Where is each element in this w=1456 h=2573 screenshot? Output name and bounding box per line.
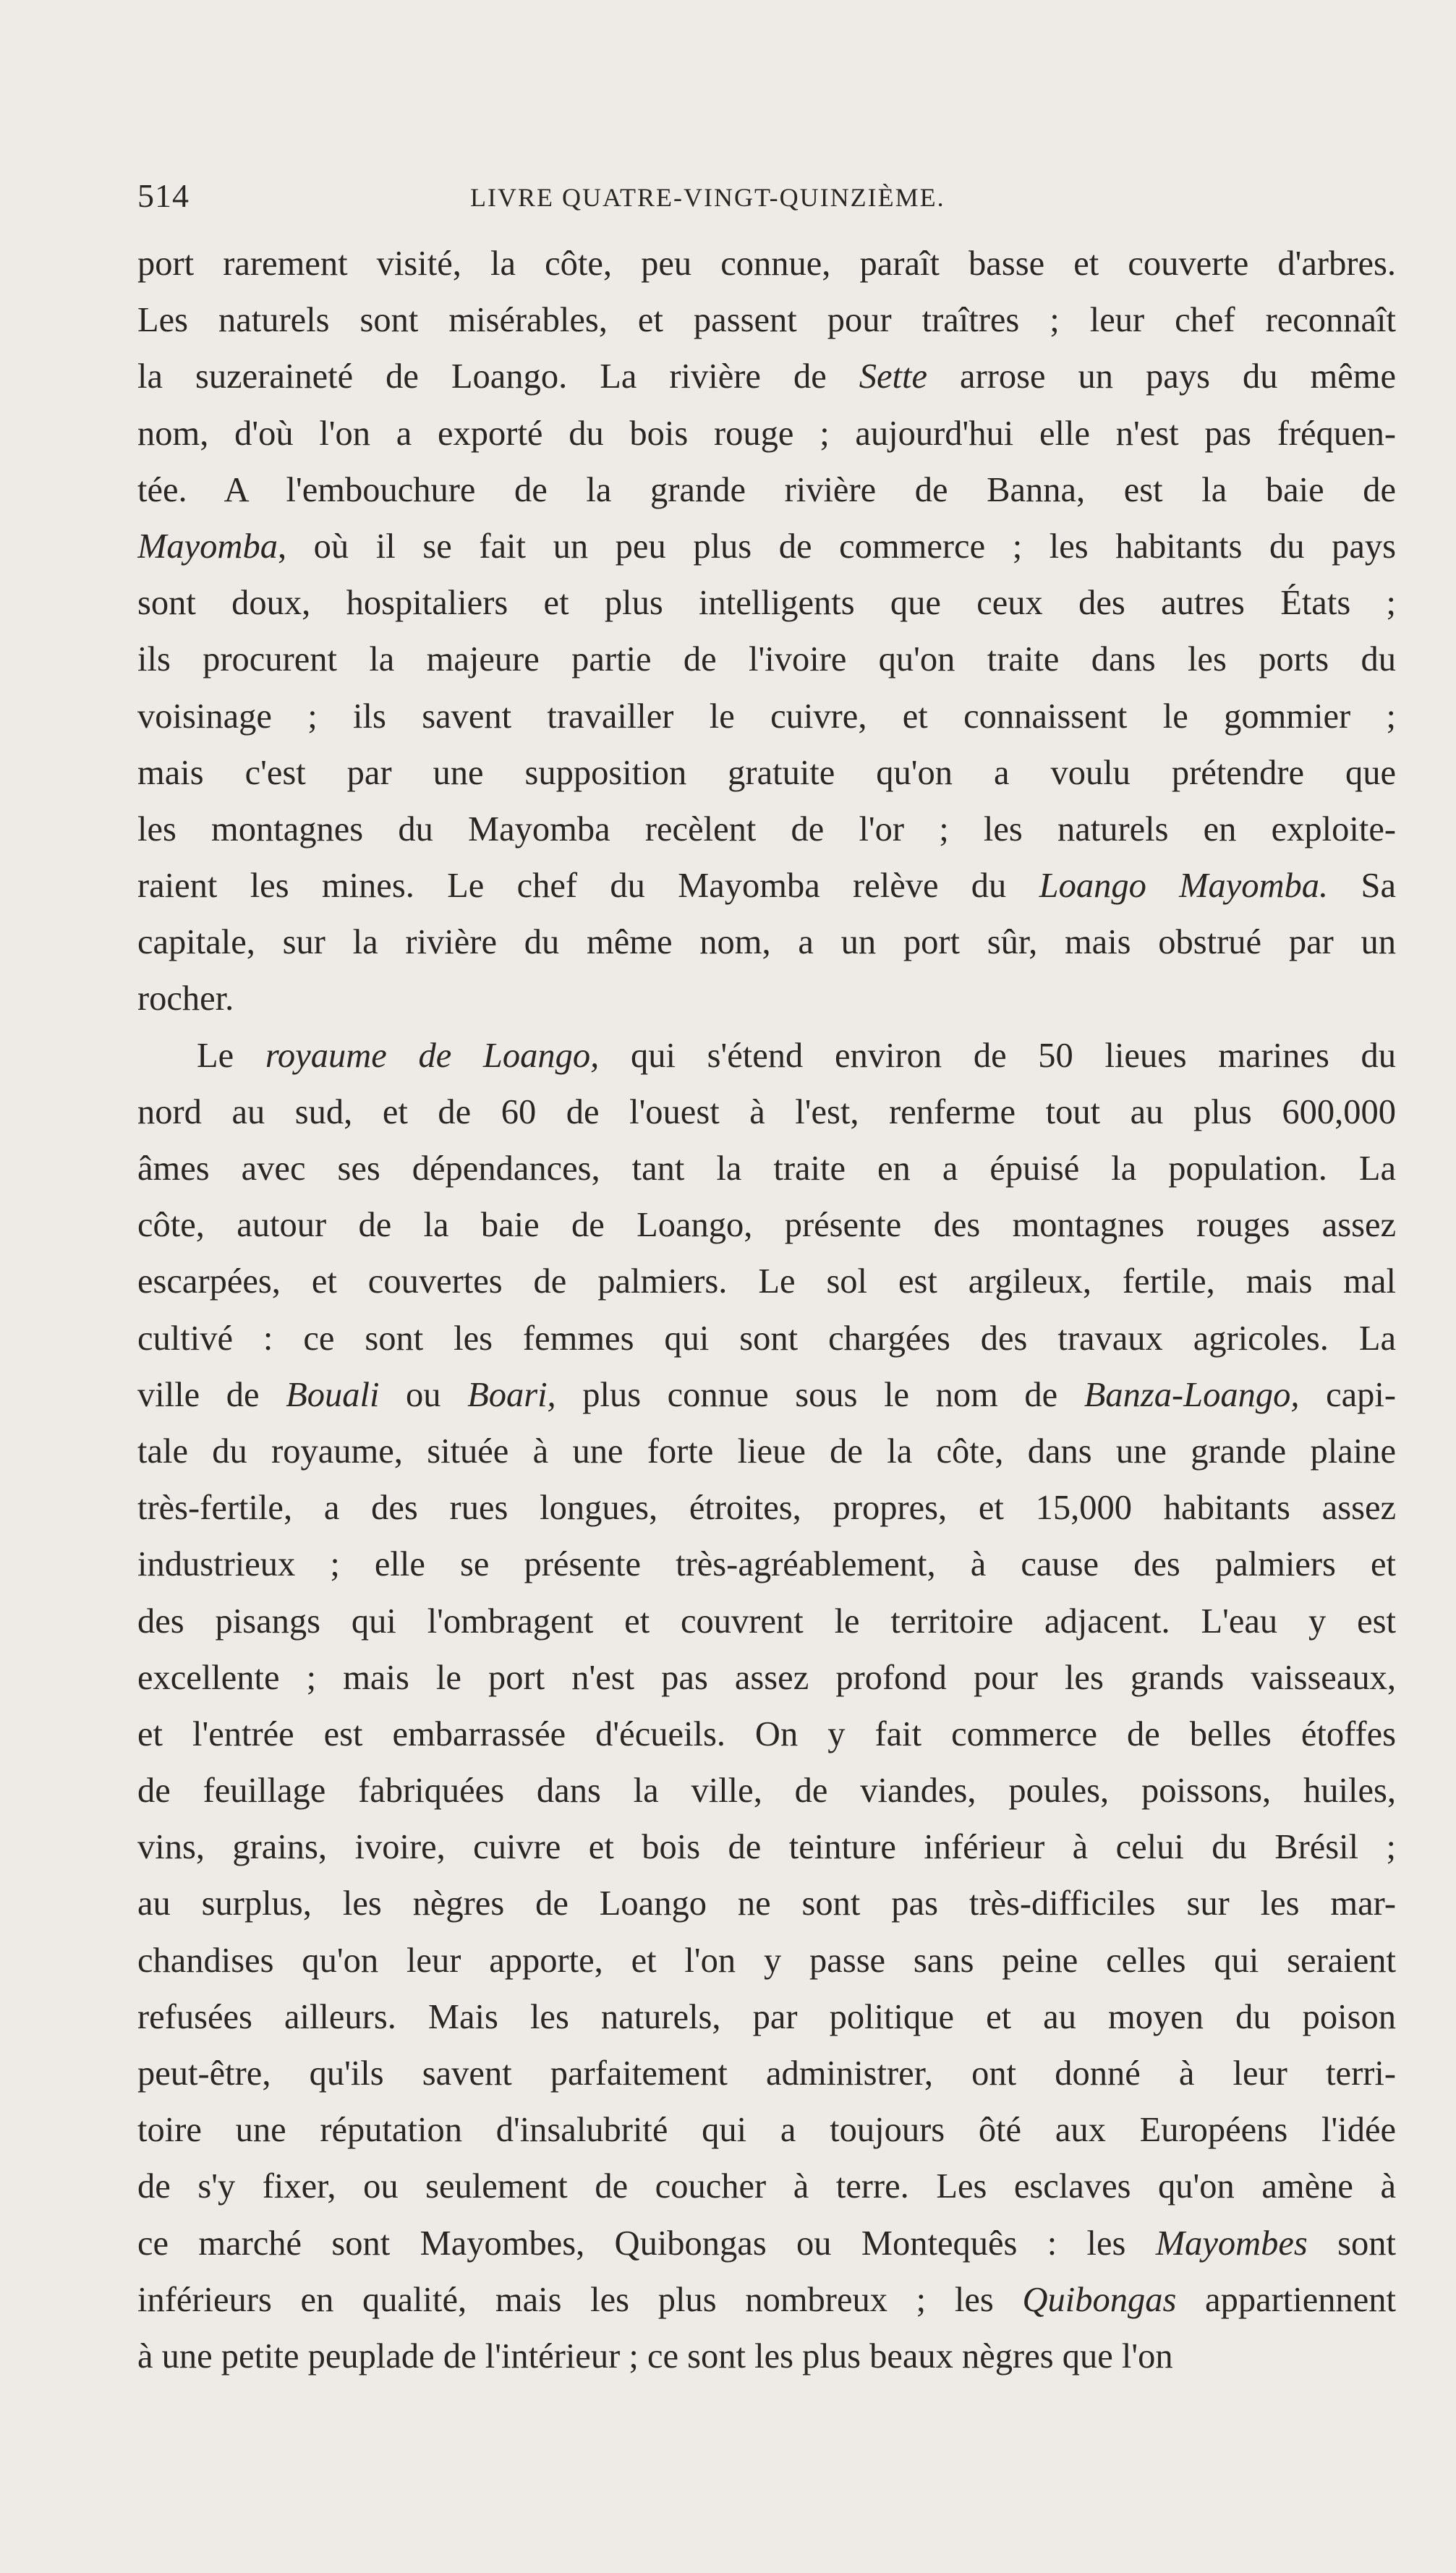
text-line	[137, 406, 1396, 462]
text-segment: industrieux ; elle se présente très-agréablement, à cause des palmiers et	[137, 1545, 1396, 1584]
text-line	[137, 292, 1396, 349]
text-segment: tée. A l'embouchure de la grande rivière de Banna, est la baie de	[137, 470, 1396, 509]
text-segment: mais c'est par une supposition gratuite qu'on a voulu prétendre que	[137, 753, 1396, 792]
text-line	[137, 575, 1396, 631]
text-line	[137, 1876, 1396, 1932]
text-segment: des pisangs qui l'ombragent et couvrent le territoire adjacent. L'eau y est	[137, 1602, 1396, 1641]
text-segment: inférieurs en qualité, mais les plus nombreux ; les	[137, 2280, 1023, 2319]
text-line	[137, 2329, 1396, 2385]
italic-text: Mayomba	[137, 527, 278, 566]
text-segment: et l'entrée est embarrassée d'écueils. On y fait commerce de belles étoffes	[137, 1714, 1396, 1753]
text-segment: Les naturels sont misérables, et passent pour traîtres ; leur chef reconnaît	[137, 301, 1396, 340]
running-head: LIVRE QUATRE-VINGT-QUINZIÈME.	[470, 183, 945, 212]
text-line	[137, 1197, 1396, 1254]
text-segment: rocher.	[137, 979, 234, 1018]
text-segment: capi-	[1299, 1375, 1396, 1414]
text-segment: qui s'étend environ de 50 lieues marines du	[599, 1036, 1396, 1075]
text-segment: escarpées, et couvertes de palmiers. Le sol est argileux, fertile, mais mal	[137, 1262, 1396, 1301]
text-segment: tale du royaume, située à une forte lieue de la côte, dans une grande plaine	[137, 1432, 1396, 1471]
page-number: 514	[137, 177, 190, 214]
text-line	[137, 1254, 1396, 1310]
text-line	[137, 858, 1396, 914]
text-line	[137, 745, 1396, 801]
text-line	[137, 1763, 1396, 1819]
text-line	[137, 1367, 1396, 1424]
text-segment: très-fertile, a des rues longues, étroites, propres, et 15,000 habitants assez	[137, 1489, 1396, 1528]
italic-text: Loango Mayomba.	[1039, 867, 1329, 906]
text-line	[137, 1141, 1396, 1197]
text-segment: Le	[197, 1036, 265, 1075]
italic-text: Boari,	[467, 1375, 556, 1414]
text-line	[137, 2216, 1396, 2272]
text-line	[137, 462, 1396, 519]
text-line	[137, 2159, 1396, 2215]
text-segment: ville de	[137, 1375, 286, 1414]
text-segment: cultivé : ce sont les femmes qui sont chargées des travaux agricoles. La	[137, 1319, 1396, 1358]
text-line	[137, 1819, 1396, 1876]
text-line	[137, 349, 1396, 405]
text-segment: capitale, sur la rivière du même nom, a un port sûr, mais obstrué par un	[137, 923, 1396, 962]
text-segment: port rarement visité, la côte, peu connue, paraît basse et couverte d'arbres.	[137, 244, 1396, 283]
text-segment: de feuillage fabriquées dans la ville, de viandes, poules, poissons, huiles,	[137, 1772, 1396, 1811]
text-line	[137, 914, 1396, 971]
text-line	[137, 519, 1396, 575]
text-line	[137, 1424, 1396, 1480]
text-segment: plus connue sous le nom de	[555, 1375, 1084, 1414]
text-segment: toire une réputation d'insalubrité qui a toujours ôté aux Européens l'idée	[137, 2111, 1396, 2150]
text-segment: vins, grains, ivoire, cuivre et bois de teinture inférieur à celui du Brésil ;	[137, 1828, 1396, 1867]
body-text	[137, 236, 1396, 2385]
text-line	[137, 1084, 1396, 1141]
text-line	[137, 1989, 1396, 2046]
text-segment: âmes avec ses dépendances, tant la traite en a épuisé la population. La	[137, 1149, 1396, 1188]
text-segment: nom, d'où l'on a exporté du bois rouge ; aujourd'hui elle n'est pas fréquen-	[137, 414, 1396, 453]
text-segment: appartiennent	[1176, 2280, 1396, 2319]
italic-text: royaume de Loango,	[265, 1036, 600, 1075]
text-segment: sont	[1307, 2224, 1396, 2263]
text-line	[137, 1650, 1396, 1706]
text-segment: la suzeraineté de Loango. La rivière de	[137, 357, 859, 396]
text-segment: côte, autour de la baie de Loango, présente des montagnes rouges assez	[137, 1206, 1396, 1245]
text-line	[137, 1311, 1396, 1367]
text-line	[137, 971, 1396, 1027]
text-line	[137, 1480, 1396, 1536]
italic-text: Mayombes	[1155, 2224, 1308, 2263]
text-line	[137, 1933, 1396, 1989]
page-header	[137, 171, 1396, 221]
text-segment: Sa	[1328, 867, 1396, 906]
text-line	[137, 801, 1396, 858]
text-line	[137, 2272, 1396, 2329]
text-segment: les montagnes du Mayomba recèlent de l'or ; les naturels en exploite-	[137, 809, 1396, 849]
italic-text: Banza-Loango,	[1084, 1375, 1300, 1414]
text-line	[137, 2046, 1396, 2102]
text-segment: refusées ailleurs. Mais les naturels, par politique et au moyen du poison	[137, 1997, 1396, 2036]
text-segment: nord au sud, et de 60 de l'ouest à l'est, renferme tout au plus 600,000	[137, 1092, 1396, 1131]
text-segment: ce marché sont Mayombes, Quibongas ou Montequês : les	[137, 2224, 1156, 2263]
text-line	[137, 631, 1396, 688]
text-line	[137, 1028, 1396, 1084]
text-line	[137, 236, 1396, 292]
text-segment: chandises qu'on leur apporte, et l'on y passe sans peine celles qui seraient	[137, 1941, 1396, 1980]
text-segment: voisinage ; ils savent travailler le cuivre, et connaissent le gommier ;	[137, 697, 1396, 736]
text-segment: peut-être, qu'ils savent parfaitement administrer, ont donné à leur terri-	[137, 2054, 1396, 2093]
text-line	[137, 1594, 1396, 1650]
text-segment: à une petite peuplade de l'intérieur ; ce sont les plus beaux nègres que l'on	[137, 2336, 1173, 2376]
text-line	[137, 689, 1396, 745]
italic-text: Quibongas	[1022, 2280, 1177, 2319]
text-segment: ou	[379, 1375, 468, 1414]
text-segment: ils procurent la majeure partie de l'ivoire qu'on traite dans les ports du	[137, 640, 1396, 679]
text-segment: excellente ; mais le port n'est pas assez profond pour les grands vaisseaux,	[137, 1658, 1396, 1697]
italic-text: Sette	[859, 357, 928, 396]
text-line	[137, 1536, 1396, 1593]
text-segment: arrose un pays du même	[927, 357, 1396, 396]
text-segment: au surplus, les nègres de Loango ne sont pas très-difficiles sur les mar-	[137, 1884, 1396, 1923]
text-segment: , où il se fait un peu plus de commerce ; les habitants du pays	[277, 527, 1396, 566]
text-line	[137, 1706, 1396, 1763]
text-segment: raient les mines. Le chef du Mayomba relève du	[137, 867, 1039, 906]
text-segment: de s'y fixer, ou seulement de coucher à terre. Les esclaves qu'on amène à	[137, 2167, 1396, 2206]
italic-text: Bouali	[286, 1375, 380, 1414]
text-line	[137, 2102, 1396, 2159]
text-segment: sont doux, hospitaliers et plus intelligents que ceux des autres États ;	[137, 584, 1396, 623]
